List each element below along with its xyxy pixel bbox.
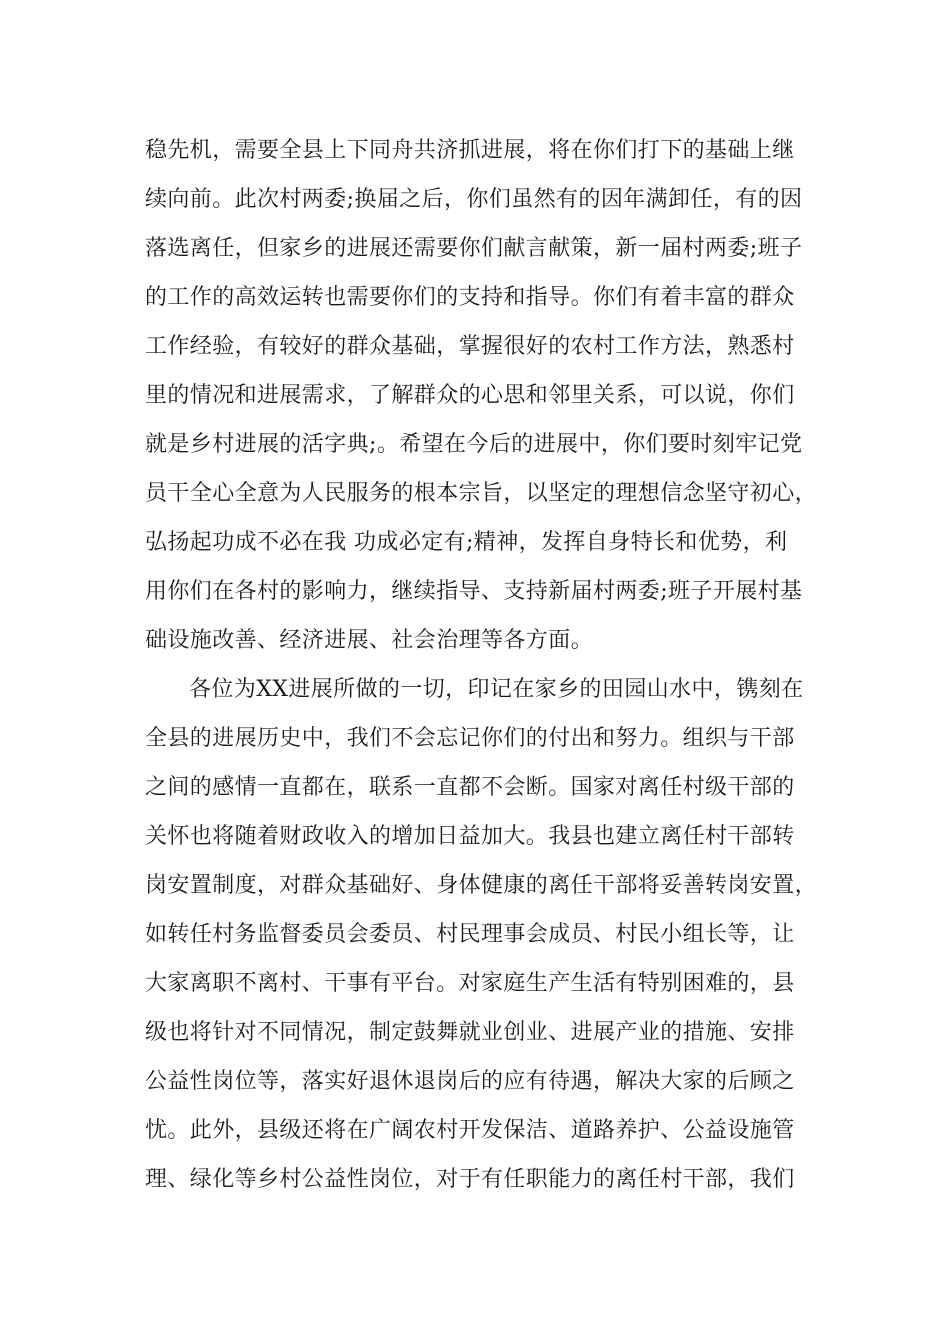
paragraph-1-line-5: 工作经验，有较好的群众基础，掌握很好的农村工作方法，熟悉村	[145, 334, 795, 359]
paragraph-2-line-9: 公益性岗位等，落实好退休退岗后的应有待遇，解决大家的后顾之	[145, 1069, 795, 1094]
paragraph-1-line-6: 里的情况和进展需求，了解群众的心思和邻里关系，可以说，你们	[145, 383, 795, 408]
paragraph-2-line-2: 全县的进展历史中，我们不会忘记你们的付出和努力。组织与干部	[145, 726, 795, 751]
paragraph-2-line-3: 之间的感情一直都在，联系一直都不会断。国家对离任村级干部的	[145, 775, 795, 800]
paragraph-1-line-2: 续向前。此次村两委;换届之后，你们虽然有的因年满卸任，有的因	[145, 187, 803, 212]
paragraph-1-line-11: 础设施改善、经济进展、社会治理等各方面。	[145, 628, 594, 653]
paragraph-2-line-5: 岗安置制度，对群众基础好、身体健康的离任干部将妥善转岗安置，	[145, 873, 818, 898]
paragraph-1-line-7: 就是乡村进展的活字典;。希望在今后的进展中，你们要时刻牢记党	[145, 432, 803, 457]
paragraph-1-line-1: 稳先机，需要全县上下同舟共济抓进展，将在你们打下的基础上继	[145, 138, 795, 163]
paragraph-2-line-6: 如转任村务监督委员会委员、村民理事会成员、村民小组长等，让	[145, 922, 795, 947]
paragraph-2-line-8: 级也将针对不同情况，制定鼓舞就业创业、进展产业的措施、安排	[145, 1020, 795, 1045]
paragraph-1-line-4: 的工作的高效运转也需要你们的支持和指导。你们有着丰富的群众	[145, 285, 795, 310]
paragraph-2-line-11: 理、绿化等乡村公益性岗位，对于有任职能力的离任村干部，我们	[145, 1167, 795, 1192]
paragraph-1-line-10: 用你们在各村的影响力，继续指导、支持新届村两委;班子开展村基	[145, 579, 803, 604]
paragraph-1-line-8: 员干全心全意为人民服务的根本宗旨，以坚定的理想信念坚守初心，	[145, 481, 818, 506]
paragraph-2-line-4: 关怀也将随着财政收入的增加日益加大。我县也建立离任村干部转	[145, 824, 795, 849]
paragraph-2-line-1: 各位为XX进展所做的一切，印记在家乡的田园山水中，镌刻在	[189, 677, 804, 702]
paragraph-2-line-7: 大家离职不离村、干事有平台。对家庭生产生活有特别困难的，县	[145, 971, 795, 996]
paragraph-1-line-9: 弘扬起功成不必在我 功成必定有;精神，发挥自身特长和优势，利	[145, 530, 788, 555]
paragraph-1-line-3: 落选离任，但家乡的进展还需要你们献言献策，新一届村两委;班子	[145, 236, 803, 261]
paragraph-2-line-10: 忧。此外，县级还将在广阔农村开发保洁、道路养护、公益设施管	[145, 1118, 795, 1143]
